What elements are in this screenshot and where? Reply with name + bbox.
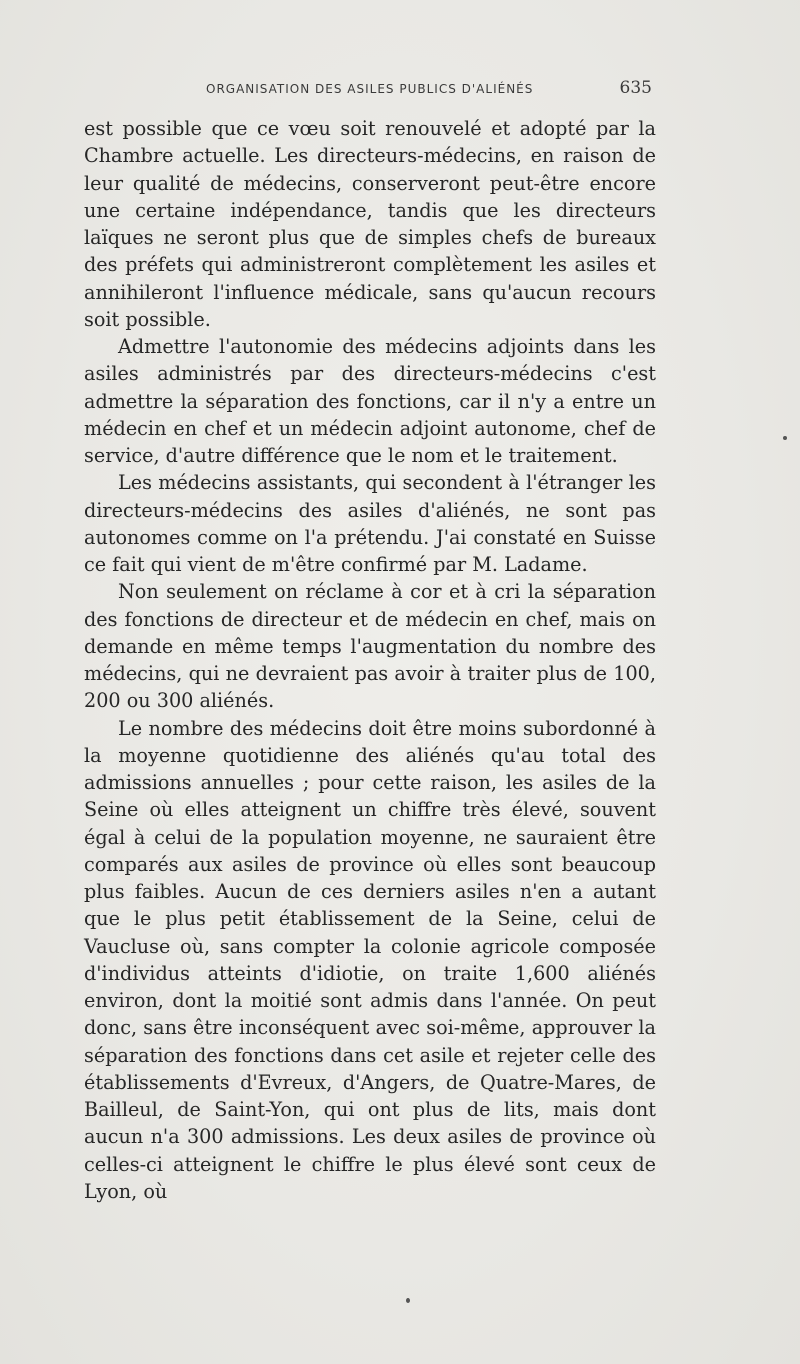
paragraph-1: est possible que ce vœu soit renouvelé et adopté par la Chambre actuelle. Les directeurs-médecins, en raison de leur qualité de médecins, conserveront peut-être encore une certaine indépendance, tandis que les directeurs laïques ne seront plus que de simples chefs de bureaux des préfets qui administreront complètement les asiles et annihileront l'influence médicale, sans qu'aucun recours soit possible. bbox=[84, 117, 656, 331]
paragraph-5: Le nombre des médecins doit être moins subordonné à la moyenne quotidienne des aliénés qu'au total des admissions annuelles ; pour cette raison, les asiles de la Seine où elles atteignent un chiffre très élevé, souvent égal à celui de la population moyenne, ne sauraient être comparés aux asiles de province où elles sont beaucoup plus faibles. Aucun de ces derniers asiles n'en a autant que le plus petit établissement de la Seine, celui de Vaucluse où, sans compter la colonie agricole composée d'individus atteints d'idiotie, on traite 1,600 aliénés environ, dont la moitié sont admis dans l'année. On peut donc, sans être inconséquent avec soi-même, approuver la séparation des fonctions dans cet asile et rejeter celle des établissements d'Evreux, d'Angers, de Quatre-Mares, de Bailleul, de Saint-Yon, qui ont plus de lits, mais dont aucun n'a 300 admissions. Les deux asiles de province où celles-ci atteignent le chiffre le plus élevé sont ceux de Lyon, où bbox=[84, 716, 656, 1203]
running-title: ORGANISATION DES ASILES PUBLICS D'ALIÉNÉS bbox=[206, 82, 534, 96]
running-head bbox=[196, 78, 652, 102]
margin-dot bbox=[783, 436, 787, 440]
body-text bbox=[84, 115, 656, 1205]
paragraph-2: Admettre l'autonomie des médecins adjoints dans les asiles administrés par des directeurs-médecins c'est admettre la séparation des fonctions, car il n'y a entre un médecin en chef et un médecin adjoint autonome, chef de service, d'autre différence que le nom et le traitement. bbox=[84, 335, 656, 467]
page-number: 635 bbox=[619, 78, 652, 98]
paragraph-3: Les médecins assistants, qui secondent à l'étranger les directeurs-médecins des asiles d'aliénés, ne sont pas autonomes comme on l'a prétendu. J'ai constaté en Suisse ce fait qui vient de m'être confirmé par M. Ladame. bbox=[84, 471, 656, 576]
paragraph-4: Non seulement on réclame à cor et à cri la séparation des fonctions de directeur et de médecin en chef, mais on demande en même temps l'augmentation du nombre des médecins, qui ne devraient pas avoir à traiter plus de 100, 200 ou 300 aliénés. bbox=[84, 580, 656, 713]
bottom-speck bbox=[406, 1298, 410, 1303]
